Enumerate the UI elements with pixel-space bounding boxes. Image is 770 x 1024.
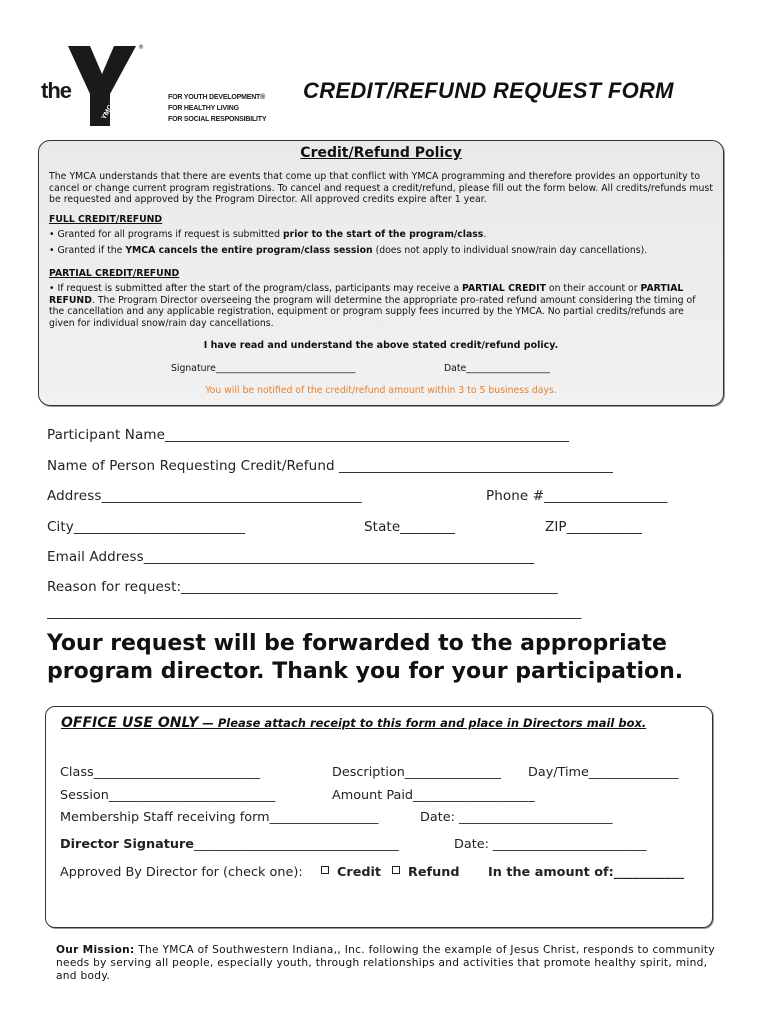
- credit-checkbox[interactable]: Credit: [321, 865, 381, 880]
- full-refund-bullet-2: • Granted if the YMCA cancels the entire program/class session (does not apply to individual snow/rain day cancellations).: [49, 245, 648, 256]
- refund-amount-field[interactable]: In the amount of:___________: [488, 865, 685, 880]
- svg-text:YMCA: YMCA: [100, 99, 118, 121]
- membership-date-field[interactable]: Date: ________________________: [420, 810, 613, 825]
- logo-tagline: FOR YOUTH DEVELOPMENT® FOR HEALTHY LIVING FOR SOCIAL RESPONSIBILITY: [168, 94, 267, 123]
- registered-mark: ®: [138, 44, 144, 51]
- checkbox-icon: [321, 866, 329, 874]
- signature-date-field[interactable]: Date__________________: [444, 363, 550, 374]
- amount-paid-field[interactable]: Amount Paid___________________: [332, 788, 535, 803]
- phone-field[interactable]: Phone #__________________: [486, 488, 668, 504]
- director-signature-field[interactable]: Director Signature________________________________: [60, 837, 399, 852]
- full-refund-bullet-1: • Granted for all programs if request is submitted prior to the start of the program/class.: [49, 229, 487, 240]
- address-field[interactable]: Address______________________________________: [47, 488, 362, 504]
- signature-field[interactable]: Signature______________________________: [171, 363, 356, 374]
- reason-field-line-2[interactable]: ______________________________________________________________________________: [47, 604, 582, 620]
- acknowledge-statement: I have read and understand the above stated credit/refund policy.: [203, 340, 559, 351]
- reason-field[interactable]: Reason for request:_______________________________________________________: [47, 579, 558, 595]
- membership-staff-field[interactable]: Membership Staff receiving form_________________: [60, 810, 379, 825]
- state-field[interactable]: State________: [364, 519, 456, 535]
- session-field[interactable]: Session__________________________: [60, 788, 276, 803]
- form-title: CREDIT/REFUND REQUEST FORM: [303, 78, 674, 103]
- class-field[interactable]: Class__________________________: [60, 765, 261, 780]
- policy-box: [38, 140, 724, 406]
- director-date-field[interactable]: Date: ________________________: [454, 837, 647, 852]
- checkbox-icon: [392, 866, 400, 874]
- city-field[interactable]: City_________________________: [47, 519, 246, 535]
- office-use-box: [45, 706, 713, 928]
- approved-label: Approved By Director for (check one):: [60, 865, 303, 880]
- office-use-title: OFFICE USE ONLY — Please attach receipt to this form and place in Directors mail box.: [61, 715, 647, 731]
- mission-statement: Our Mission: The YMCA of Southwestern Indiana,, Inc. following the example of Jesus Christ, responds to community needs by serving all people, especially youth, through relationships and activities that promote healthy spirit, mind, and body.: [56, 944, 715, 982]
- requester-name-field[interactable]: Name of Person Requesting Credit/Refund ________________________________________: [47, 458, 614, 474]
- logo-the-text: the: [41, 78, 71, 103]
- participant-name-field[interactable]: Participant Name___________________________________________________________: [47, 427, 570, 443]
- policy-title: Credit/Refund Policy: [300, 145, 462, 161]
- daytime-field[interactable]: Day/Time______________: [528, 765, 679, 780]
- refund-checkbox[interactable]: Refund: [392, 865, 459, 880]
- email-field[interactable]: Email Address_________________________________________________________: [47, 549, 535, 565]
- policy-intro: The YMCA understands that there are events that come up that conflict with YMCA programming and therefore provides an opportunity to cancel or change current program registrations. To cancel and request a credit/refund, please fill out the form below. All credits/refunds must be requested and approved by the Program Director. All approved credits expire after 1 year.: [49, 171, 714, 205]
- closing-message: Your request will be forwarded to the appropriate program director. Thank you for your participation.: [47, 631, 684, 684]
- partial-refund-heading: PARTIAL CREDIT/REFUND: [49, 268, 180, 279]
- description-field[interactable]: Description_______________: [332, 765, 501, 780]
- full-refund-heading: FULL CREDIT/REFUND: [49, 214, 163, 225]
- partial-refund-bullet: • If request is submitted after the start of the program/class, participants may receive a PARTIAL CREDIT on their account or PARTIAL REFUND. The Program Director overseeing the program will determine the appropriate pro-rated refund amount considering the timing of the cancellation and any applicable registration, equipment or program supply fees incurred by the YMCA. No partial credits/refunds are given for individual snow/rain day cancellations.: [49, 283, 696, 329]
- zip-field[interactable]: ZIP___________: [545, 519, 643, 535]
- notification-note: You will be notified of the credit/refund amount within 3 to 5 business days.: [205, 385, 557, 396]
